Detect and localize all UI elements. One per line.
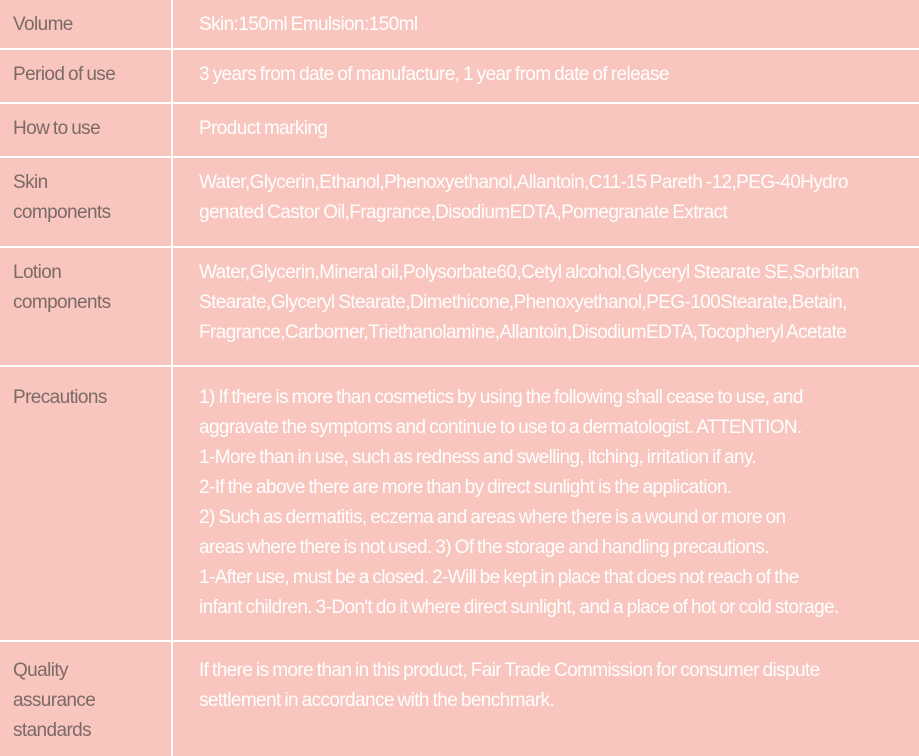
row-value bbox=[172, 103, 919, 157]
row-value bbox=[172, 157, 919, 247]
spec-row-how-to-use bbox=[0, 103, 919, 157]
row-value-line: areas where there is not used. 3) Of the storage and handling precautions. bbox=[199, 537, 769, 558]
row-label-line: Quality bbox=[13, 660, 68, 681]
row-value-line: genated Castor Oil,Fragrance,DisodiumEDTA,Pomegranate Extract bbox=[199, 202, 728, 223]
row-value bbox=[172, 0, 919, 49]
row-value-line: 3 years from date of manufacture, 1 year from date of release bbox=[199, 64, 669, 85]
row-label-line: components bbox=[13, 292, 111, 313]
spec-row-lotion-components bbox=[0, 247, 919, 366]
spec-row-period-of-use bbox=[0, 49, 919, 103]
spec-row-skin-components bbox=[0, 157, 919, 247]
row-label-line: Lotion bbox=[13, 262, 62, 283]
row-value-line: infant children. 3-Don't do it where direct sunlight, and a place of hot or cold storage. bbox=[199, 597, 839, 618]
row-value bbox=[172, 49, 919, 103]
row-label-line: Period of use bbox=[13, 64, 116, 85]
row-value-line: 1-More than in use, such as redness and swelling, itching, irritation if any. bbox=[199, 447, 757, 468]
row-value-line: aggravate the symptoms and continue to use to a dermatologist. ATTENTION. bbox=[199, 417, 802, 438]
row-label bbox=[0, 157, 172, 247]
row-label bbox=[0, 641, 172, 756]
row-label bbox=[0, 49, 172, 103]
row-value-line: Fragrance,Carbomer,Triethanolamine,Allantoin,DisodiumEDTA,Tocopheryl Acetate bbox=[199, 322, 847, 343]
row-label bbox=[0, 0, 172, 49]
row-value-line: Stearate,Glyceryl Stearate,Dimethicone,Phenoxyethanol,PEG-100Stearate,Betain, bbox=[199, 292, 847, 313]
spec-row-precautions bbox=[0, 366, 919, 641]
row-label bbox=[0, 103, 172, 157]
row-label bbox=[0, 247, 172, 366]
row-label-line: components bbox=[13, 202, 111, 223]
row-label bbox=[0, 366, 172, 641]
spec-row-volume bbox=[0, 0, 919, 49]
row-label-line: How to use bbox=[13, 118, 101, 139]
row-value-line: 2-If the above there are more than by direct sunlight is the application. bbox=[199, 477, 732, 498]
row-value-line: Water,Glycerin,Mineral oil,Polysorbate60,Cetyl alcohol,Glyceryl Stearate SE,Sorbitan bbox=[199, 262, 859, 283]
row-value-line: 1) If there is more than cosmetics by using the following shall cease to use, and bbox=[199, 387, 803, 408]
row-label-line: Precautions bbox=[13, 387, 107, 408]
row-value bbox=[172, 247, 919, 366]
spec-row-quality-assurance bbox=[0, 641, 919, 756]
row-value-line: 1-After use, must be a closed. 2-Will be kept in place that does not reach of the bbox=[199, 567, 799, 588]
row-value-line: Water,Glycerin,Ethanol,Phenoxyethanol,Allantoin,C11-15 Pareth -12,PEG-40Hydro bbox=[199, 172, 848, 193]
row-value-line: 2) Such as dermatitis, eczema and areas where there is a wound or more on bbox=[199, 507, 786, 528]
row-label-line: assurance bbox=[13, 690, 96, 711]
row-value bbox=[172, 641, 919, 756]
row-value-line: settlement in accordance with the benchmark. bbox=[199, 690, 555, 711]
row-label-line: Volume bbox=[13, 14, 73, 35]
row-value-line: Skin:150ml Emulsion:150ml bbox=[199, 14, 418, 35]
row-label-line: Skin bbox=[13, 172, 48, 193]
row-value-line: If there is more than in this product, Fair Trade Commission for consumer dispute bbox=[199, 660, 820, 681]
row-value-line: Product marking bbox=[199, 118, 328, 139]
row-value bbox=[172, 366, 919, 641]
row-label-line: standards bbox=[13, 720, 92, 741]
